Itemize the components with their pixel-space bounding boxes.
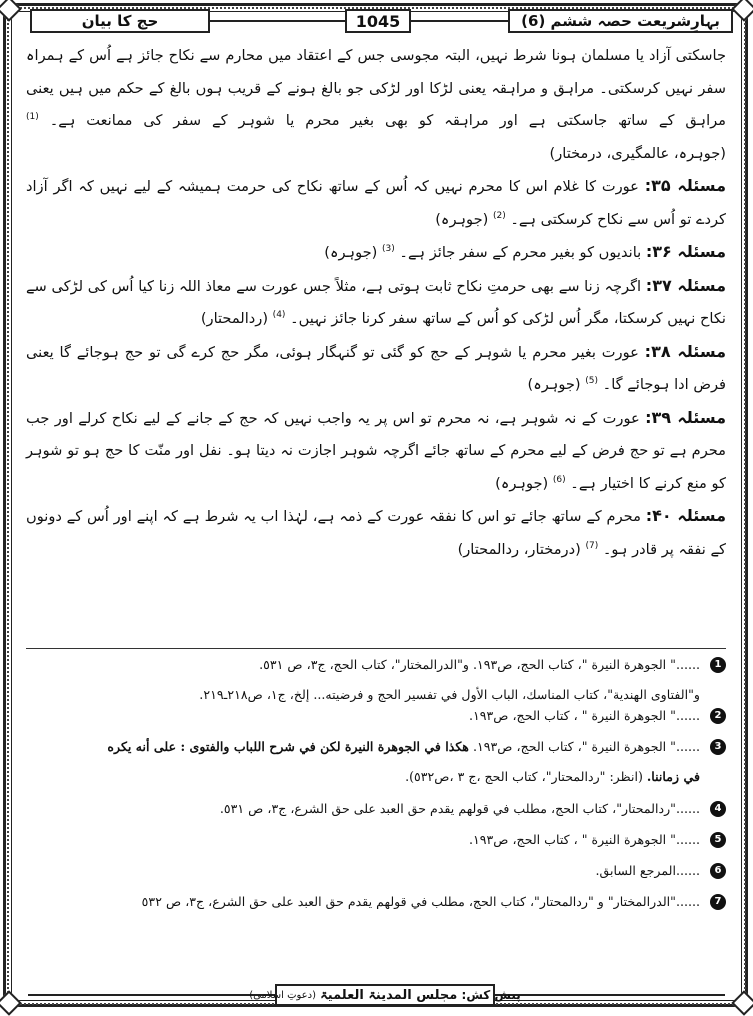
main-text [26,40,726,566]
footnote-text: المرجع السابق. [595,863,676,878]
reference: (جوہرہ) [495,474,549,492]
presenter-label: پیش کش: [461,988,521,1002]
footnote-number-badge: 7 [710,894,726,910]
footer-rule-left [28,994,275,996]
footnote-3 [26,737,726,799]
footnote-divider [26,648,726,649]
footnote-2 [26,706,726,737]
footnote-text: " الجوهرة النيرة " ، كتاب الحج، ص١٩٣. [468,832,676,847]
masala-36 [26,236,726,270]
intro-paragraph [26,40,726,170]
footnote-dots: ...... [675,832,700,847]
header-rule-left [210,20,345,22]
page-footer [20,984,733,1008]
masala-37 [26,270,726,336]
footnote-5 [26,830,726,861]
reference: (جوہرہ) [527,376,581,393]
footnote-continuation: و"الفتاوى الهندية"، كتاب المناسك، الباب الأول في تفسير الحج و فرضيته... إلخ، ج١، ص٢١٨ـ٢١٩. [199,687,700,702]
footnote-number-badge: 3 [710,739,726,755]
page-header [20,9,733,35]
footnote-7 [26,892,726,923]
masala-label: مسئلہ ۳۸: [644,341,726,361]
footnote-dots: ...... [675,708,700,723]
footnote-text: " الجوهرة النيرة "، كتاب الحج، ص١٩٣. [472,739,676,754]
masala-text: محرم کے ساتھ جائے تو اس کا نفقہ عورت کے ذمہ ہے، لہٰذا اب یہ شرط ہے کہ اپنے اور اُس کے دونوں کے نفقہ پر قادر ہو۔ [26,508,726,558]
footnote-marker: (7) [585,540,599,551]
masala-label: مسئلہ ۳۹: [645,407,727,427]
footnote-text: " الجوهرة النيرة " ، كتاب الحج، ص١٩٣. [468,708,676,723]
masala-40 [26,500,726,566]
footnote-6 [26,861,726,892]
footnotes [26,655,726,923]
footnote-text: " الجوهرة النيرة "، كتاب الحج، ص١٩٣. و"الدرالمختار"، كتاب الحج، ج٣، ص ٥٣١. [259,657,676,672]
reference: (جوہرہ، عالمگیری، درمختار) [549,144,726,162]
masala-text: باندیوں کو بغیر محرم کے سفر جائز ہے۔ [399,244,642,261]
masala-38 [26,336,726,402]
footer-rule-right [495,994,725,996]
footnote-number-badge: 2 [710,708,726,724]
publisher-subtitle: (دعوتِ اسلامی) [249,989,316,1001]
footnote-dots: ...... [675,801,700,816]
publisher-name: مجلس المدینۃ العلمیۃ [320,987,458,1003]
masala-text: اگرچہ زنا سے بھی حرمتِ نکاح ثابت ہوتی ہے، مثلاً جس عورت سے معاذ اللہ زنا کیا اُس کی لڑکی سے نکاح نہیں کرسکتا، مگر اُس لڑکی کو اُس کے ساتھ سفر کرنا جائز نہیں۔ [26,277,726,327]
masala-label: مسئلہ ۴۰: [645,506,726,525]
header-rule-right [411,20,508,22]
masala-39 [26,402,726,501]
masala-label: مسئلہ ۳۵: [644,176,726,195]
masala-35 [26,170,726,236]
footnote-text: "الدرالمختار" و "ردالمحتار"، كتاب الحج، مطلب في قولهم يقدم حق العبد على حق الشرع، ج٣، ص ٥٣٢ [141,894,676,909]
reference: (جوہرہ) [324,244,378,261]
footnote-number-badge: 6 [710,863,726,879]
reference: (درمختار، ردالمحتار) [457,540,581,558]
footnote-number-badge: 5 [710,832,726,848]
footnote-dots: ...... [675,657,700,672]
footnote-1 [26,655,726,706]
masala-label: مسئلہ ۳۷: [645,275,726,295]
footnote-dots: ...... [675,863,700,878]
footnote-dots: ...... [675,894,700,909]
reference: (ردالمحتار) [200,310,269,327]
publisher-box [249,984,521,1006]
footnote-4 [26,799,726,830]
footnote-bold-text: هكذا في الجوهرة النيرة لكن في شرح اللباب والفتوى : على أنه يكره [107,739,469,754]
intro-text: جاسکتی آزاد یا مسلمان ہونا شرط نہیں، البتہ مجوسی جس کے اعتقاد میں محارم سے نکاح جائز ہے اُس کے ہمراہ سفر نہیں کرسکتی۔ مراہق و مراہقہ یعنی لڑکا اور لڑکی جو بالغ ہونے کے قریب ہوں بالغ کے حکم میں ہیں یعنی مراہق کے ساتھ جاسکتی ہے اور مراہقہ کو بھی بغیر محرم یا شوہر کے سفر کی ممانعت ہے۔ [26,47,727,129]
footnote-bold-continuation: في زماننا. [646,769,700,784]
book-title: بہارِشریعت حصہ ششم (6) [508,9,733,33]
footnote-marker: (3) [382,244,395,255]
reference: (جوہرہ) [435,210,489,228]
masala-label: مسئلہ ۳۶: [645,242,726,261]
masala-text: عورت کا غلام اس کا محرم نہیں کہ اُس کے ساتھ نکاح کی حرمت ہمیشہ کے لیے نہیں کہ اگر آزاد کردے تو اُس سے نکاح کرسکتی ہے۔ [26,178,726,228]
footnote-number-badge: 4 [710,801,726,817]
chapter-title: حج کا بیان [30,9,210,33]
masala-text: عورت کے نہ شوہر ہے، نہ محرم تو اس پر یہ واجب نہیں کہ حج کے جانے کے لیے نکاح کرلے اور جب محرم ہے تو حج فرض کے لیے محرم کے ساتھ جائے اگرچہ شوہر اجازت نہ دیتا ہو۔ نفل اور منّت کا حج ہو تو شوہر کو منع کرنے کا اختیار ہے۔ [26,409,726,492]
footnote-marker: (5) [585,376,599,387]
footnote-number-badge: 1 [710,657,726,673]
footnote-marker: (4) [272,310,286,321]
page-number: 1045 [345,9,411,33]
masala-text: عورت بغیر محرم یا شوہر کے حج کو گئی تو گنہگار ہوئی، مگر حج کرے گی تو حج ہوجائے گا یعنی فرض ادا ہوجائے گا۔ [26,343,726,393]
footnote-marker: (2) [492,210,506,221]
footnote-continuation: (انظر: "ردالمحتار"، كتاب الحج ،ج ٣ ،ص٥٣٢). [405,769,643,784]
footnote-text: "ردالمحتار"، كتاب الحج، مطلب في قولهم يقدم حق العبد على حق الشرع، ج٣، ص ٥٣١. [219,801,676,816]
footnote-marker: (6) [552,474,566,485]
footnote-dots: ...... [675,739,700,754]
footnote-marker: (1) [26,112,39,123]
